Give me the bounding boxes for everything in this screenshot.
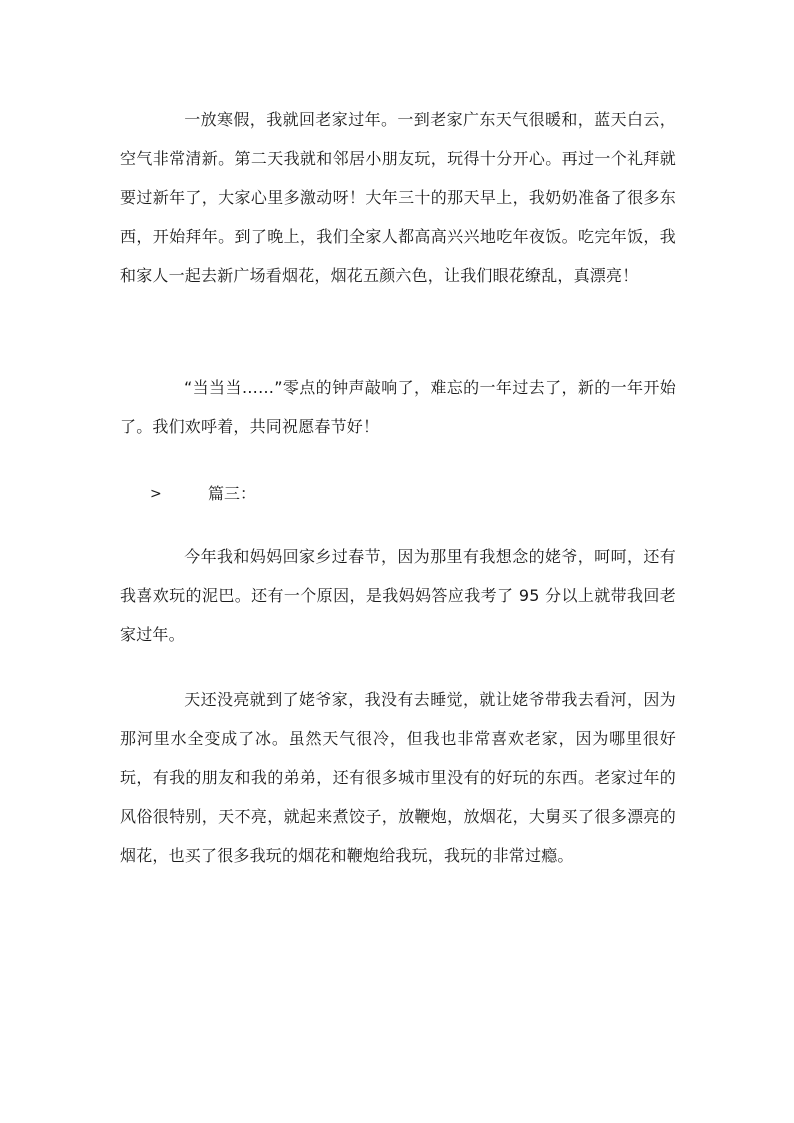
paragraph-midnight-bell bbox=[120, 368, 676, 446]
paragraph-text: “当当当……”零点的钟声敲响了，难忘的一年过去了，新的一年开始了。我们欢呼着，共同祝愿春节好！ bbox=[120, 378, 676, 436]
paragraph-hometown-trip bbox=[120, 537, 676, 654]
paragraph-text: 今年我和妈妈回家乡过春节，因为那里有我想念的姥爷，呵呵，还有我喜欢玩的泥巴。还有一个原因，是我妈妈答应我考了 95 分以上就带我回老家过年。 bbox=[120, 547, 676, 644]
paragraph-text: 一放寒假，我就回老家过年。一到老家广东天气很暖和，蓝天白云，空气非常清新。第二天我就和邻居小朋友玩，玩得十分开心。再过一个礼拜就要过新年了，大家心里多激动呀！大年三十的那天早上，我奶奶准备了很多东西，开始拜年。到了晚上，我们全家人都高高兴兴地吃年夜饭。吃完年饭，我和家人一起去新广场看烟花，烟花五颜六色，让我们眼花缭乱，真漂亮！ bbox=[120, 110, 676, 285]
section-title: 篇三： bbox=[208, 484, 257, 503]
paragraph-grandpa-house bbox=[120, 680, 676, 875]
chevron-right-icon: > bbox=[150, 486, 162, 502]
paragraph-text: 天还没亮就到了姥爷家，我没有去睡觉，就让姥爷带我去看河，因为那河里水全变成了冰。虽然天气很冷，但我也非常喜欢老家，因为哪里很好玩，有我的朋友和我的弟弟，还有很多城市里没有的好玩的东西。老家过年的风俗很特别，天不亮，就起来煮饺子，放鞭炮，放烟花，大舅买了很多漂亮的烟花，也买了很多我玩的烟花和鞭炮给我玩，我玩的非常过瘾。 bbox=[120, 690, 676, 865]
paragraph-winter-vacation bbox=[120, 100, 676, 295]
